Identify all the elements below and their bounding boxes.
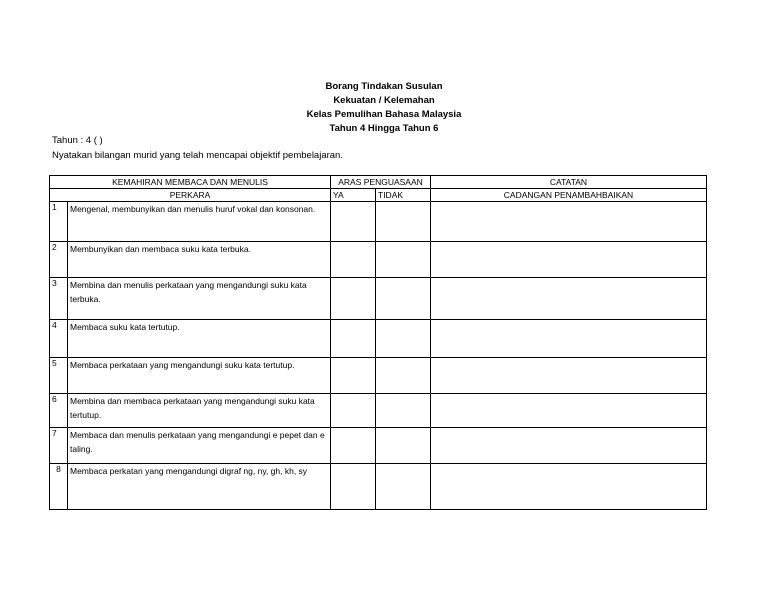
- cadangan-cell[interactable]: [431, 428, 707, 464]
- ya-cell[interactable]: [331, 278, 376, 320]
- row-number: 3: [50, 278, 68, 320]
- table-row: [50, 394, 707, 428]
- header-kemahiran: KEMAHIRAN MEMBACA DAN MENULIS: [50, 176, 331, 189]
- tidak-cell[interactable]: [376, 464, 431, 510]
- subheader-tidak: TIDAK: [376, 189, 431, 202]
- row-skill-text: Membaca perkataan yang mengandungi suku kata tertutup.: [68, 358, 331, 394]
- cadangan-cell[interactable]: [431, 320, 707, 358]
- row-skill-text: Mengenal, membunyikan dan menulis huruf vokal dan konsonan.: [68, 202, 331, 242]
- subheader-ya: YA: [331, 189, 376, 202]
- tidak-cell[interactable]: [376, 202, 431, 242]
- table-row: [50, 428, 707, 464]
- tahun-label: Tahun : 4 ( ): [52, 135, 103, 146]
- ya-cell[interactable]: [331, 320, 376, 358]
- cadangan-cell[interactable]: [431, 202, 707, 242]
- tidak-cell[interactable]: [376, 428, 431, 464]
- ya-cell[interactable]: [331, 242, 376, 278]
- table-row: [50, 278, 707, 320]
- form-title: Borang Tindakan Susulan: [325, 81, 443, 92]
- row-skill-text: Membunyikan dan membaca suku kata terbuka.: [68, 242, 331, 278]
- row-skill-text: Membaca dan menulis perkataan yang mengandungi e pepet dan e taling.: [68, 428, 331, 464]
- ya-cell[interactable]: [331, 358, 376, 394]
- form-subtitle-strength: Kekuatan / Kelemahan: [333, 95, 435, 106]
- tidak-cell[interactable]: [376, 242, 431, 278]
- subheader-cadangan: CADANGAN PENAMBAHBAIKAN: [431, 189, 707, 202]
- instruction-text: Nyatakan bilangan murid yang telah mencapai objektif pembelajaran.: [52, 150, 343, 161]
- tidak-cell[interactable]: [376, 320, 431, 358]
- row-number: 7: [50, 428, 68, 464]
- ya-cell[interactable]: [331, 428, 376, 464]
- ya-cell[interactable]: [331, 464, 376, 510]
- tidak-cell[interactable]: [376, 278, 431, 320]
- cadangan-cell[interactable]: [431, 464, 707, 510]
- ya-cell[interactable]: [331, 394, 376, 428]
- header-catatan: CATATAN: [431, 176, 707, 189]
- table-row: [50, 320, 707, 358]
- cadangan-cell[interactable]: [431, 242, 707, 278]
- tidak-cell[interactable]: [376, 394, 431, 428]
- table-row: [50, 202, 707, 242]
- table-row: [50, 242, 707, 278]
- row-skill-text: Membina dan menulis perkataan yang mengandungi suku kata terbuka.: [68, 278, 331, 320]
- row-skill-text: Membaca perkatan yang mengandungi digraf ng, ny, gh, kh, sy: [68, 464, 331, 510]
- row-number: 4: [50, 320, 68, 358]
- cadangan-cell[interactable]: [431, 394, 707, 428]
- row-skill-text: Membaca suku kata tertutup.: [68, 320, 331, 358]
- table-row: [50, 358, 707, 394]
- ya-cell[interactable]: [331, 202, 376, 242]
- cadangan-cell[interactable]: [431, 358, 707, 394]
- cadangan-cell[interactable]: [431, 278, 707, 320]
- form-subtitle-class: Kelas Pemulihan Bahasa Malaysia: [306, 109, 462, 120]
- form-title-block: [0, 80, 768, 136]
- form-subtitle-years: Tahun 4 Hingga Tahun 6: [329, 123, 439, 134]
- row-number: 8: [50, 464, 68, 510]
- skills-table: [49, 175, 707, 510]
- tidak-cell[interactable]: [376, 358, 431, 394]
- row-number: 5: [50, 358, 68, 394]
- row-number: 6: [50, 394, 68, 428]
- subheader-perkara: PERKARA: [50, 189, 331, 202]
- table-subheader-row: [50, 189, 707, 202]
- row-number: 1: [50, 202, 68, 242]
- row-skill-text: Membina dan membaca perkataan yang mengandungi suku kata tertutup.: [68, 394, 331, 428]
- header-aras: ARAS PENGUASAAN: [331, 176, 431, 189]
- table-row: [50, 464, 707, 510]
- row-number: 2: [50, 242, 68, 278]
- table-header-row: [50, 176, 707, 189]
